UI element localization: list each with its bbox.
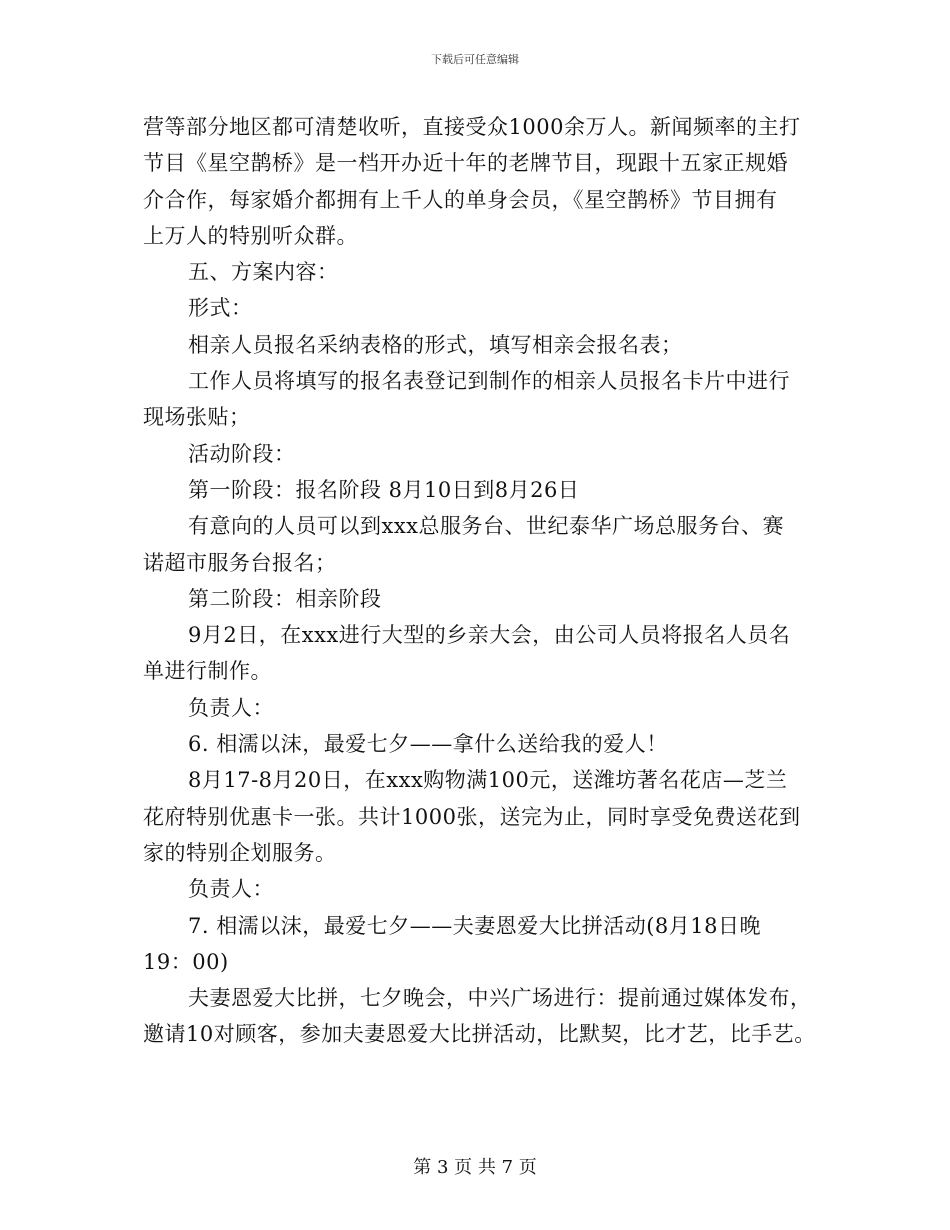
paragraph-line: 上万人的特别听众群。: [143, 223, 358, 248]
paragraph-line: 邀请10对顾客，参加夫妻恩爱大比拼活动，比默契，比才艺，比手艺。: [143, 1022, 816, 1047]
paragraph-line: 负责人：: [188, 877, 274, 902]
page-number-footer: 第 3 页 共 7 页: [413, 1157, 537, 1178]
paragraph-line: 第二阶段：相亲阶段: [188, 586, 382, 611]
paragraph-line: 现场张贴；: [143, 405, 251, 430]
paragraph-line: 工作人员将填写的报名表登记到制作的相亲人员报名卡片中进行: [188, 369, 790, 394]
paragraph-line: 诺超市服务台报名；: [143, 550, 337, 575]
subheading: 活动阶段：: [188, 441, 296, 466]
numbered-item-heading: 7. 相濡以沫，最爱七夕——夫妻恩爱大比拼活动(8月18日晚: [188, 913, 761, 938]
paragraph-line: 花府特别优惠卡一张。共计1000张，送完为止，同时享受免费送花到: [143, 804, 801, 829]
document-body: [143, 109, 816, 1053]
paragraph-line: 9月2日，在xxx进行大型的乡亲大会，由公司人员将报名人员名: [188, 623, 791, 648]
section-heading: 五、方案内容：: [188, 260, 339, 285]
paragraph-line: 负责人：: [188, 695, 274, 720]
numbered-item-heading: 6. 相濡以沫，最爱七夕——拿什么送给我的爱人！: [188, 732, 668, 757]
paragraph-line: 单进行制作。: [143, 659, 272, 684]
paragraph-line: 有意向的人员可以到xxx总服务台、世纪泰华广场总服务台、赛: [188, 514, 785, 539]
paragraph-line: 家的特别企划服务。: [143, 840, 337, 865]
paragraph-line: 介合作，每家婚介都拥有上千人的单身会员，《星空鹊桥》节目拥有: [143, 187, 778, 212]
paragraph-line: 相亲人员报名采纳表格的形式，填写相亲会报名表；: [188, 332, 683, 357]
subheading: 形式：: [188, 296, 253, 321]
paragraph-line: 节目《星空鹊桥》是一档开办近十年的老牌节目，现跟十五家正规婚: [143, 151, 788, 176]
page-header-note: 下载后可任意编辑: [431, 53, 519, 66]
paragraph-line: 8月17-8月20日，在xxx购物满100元，送潍坊著名花店—芝兰: [188, 768, 788, 793]
paragraph-line: 第一阶段：报名阶段 8月10日到8月26日: [188, 477, 580, 502]
paragraph-line: 夫妻恩爱大比拼，七夕晚会，中兴广场进行：提前通过媒体发布，: [188, 986, 812, 1011]
paragraph-line: 19：00): [143, 949, 229, 974]
paragraph-line: 营等部分地区都可清楚收听，直接受众1000余万人。新闻频率的主打: [143, 115, 801, 139]
